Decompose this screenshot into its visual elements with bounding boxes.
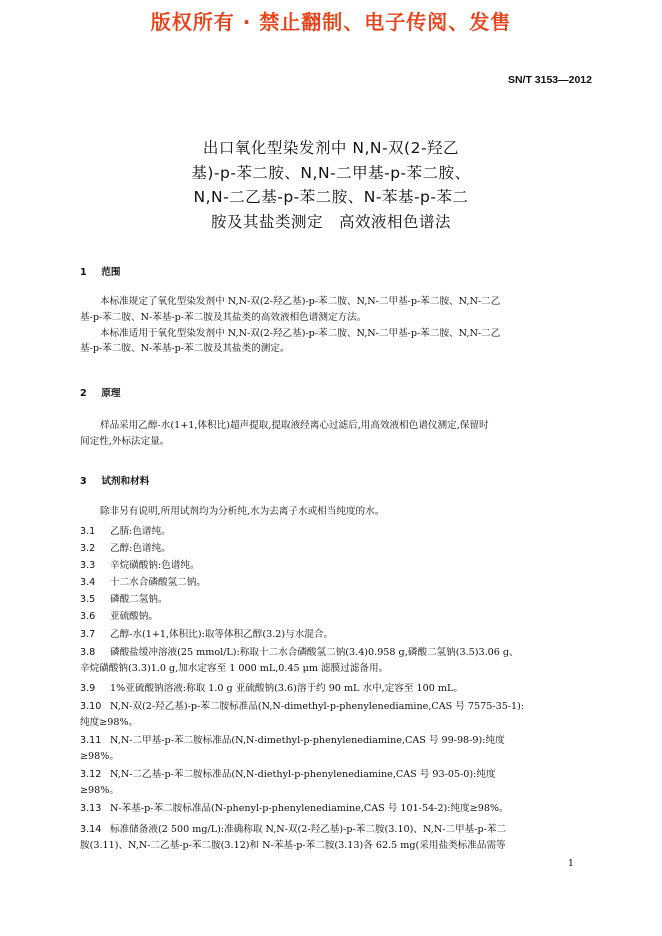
copyright-banner: 版权所有 · 禁止翻制、电子传阅、发售 xyxy=(150,10,512,34)
reagent-line xyxy=(80,524,594,540)
reagent-item xyxy=(80,822,594,854)
reagent-text: ≥98%。 xyxy=(80,750,119,762)
reagent-number: 3.5 xyxy=(80,594,96,605)
reagent-item xyxy=(80,541,594,557)
reagent-text: 胺(3.11)、N,N-二乙基-p-苯二胺(3.12)和 N-苯基-p-苯二胺(3.13)各 62.5 mg(采用盐类标准品需等 xyxy=(80,839,506,851)
section-title: 试剂和材料 xyxy=(101,476,150,487)
reagent-line xyxy=(80,575,594,591)
reagent-line xyxy=(80,627,594,643)
reagent-text: 磷酸二氢钠。 xyxy=(110,594,168,605)
reagent-number: 3.3 xyxy=(80,560,96,571)
reagent-item xyxy=(80,699,594,731)
reagent-text: 磷酸盐缓冲溶液(25 mmol/L):称取十二水合磷酸氢二钠(3.4)0.958 g,磷酸二氢钠(3.5)3.06 g、 xyxy=(110,647,519,658)
reagent-number: 3.7 xyxy=(80,629,96,640)
reagent-item xyxy=(80,609,594,625)
text-line: 本标准规定了氧化型染发剂中 N,N-双(2-羟乙基)-p-苯二胺、N,N-二甲基-p-苯二胺、N,N-二乙 xyxy=(100,296,501,307)
reagent-number: 3.12 xyxy=(80,769,102,780)
reagent-text: N-苯基-p-苯二胺标准品(N-phenyl-p-phenylenediamine,CAS 号 101-54-2):纯度≥98%。 xyxy=(110,803,509,814)
reagent-line xyxy=(80,681,594,697)
reagent-line xyxy=(80,822,594,838)
section-heading-principle xyxy=(80,385,121,399)
text-line: 基-p-苯二胺、N-苯基-p-苯二胺及其盐类的高效液相色谱测定方法。 xyxy=(80,311,367,323)
reagent-number: 3.8 xyxy=(80,647,96,658)
text-line: 除非另有说明,所用试剂均为分析纯,水为去离子水或相当纯度的水。 xyxy=(100,506,385,517)
reagent-text: N,N-二乙基-p-苯二胺标准品(N,N-diethyl-p-phenylenediamine,CAS 号 93-05-0):纯度 xyxy=(110,769,496,780)
section-number: 2 xyxy=(80,388,87,399)
section-heading-scope xyxy=(80,264,121,278)
reagent-text: 亚硫酸钠。 xyxy=(110,611,158,622)
section-title: 原理 xyxy=(101,388,121,399)
reagent-line xyxy=(80,699,594,715)
reagent-number: 3.4 xyxy=(80,577,96,588)
title-line: N,N-二乙基-p-苯二胺、N-苯基-p-苯二 xyxy=(193,188,469,206)
section-number: 1 xyxy=(80,267,87,278)
reagent-item xyxy=(80,645,594,677)
reagent-line xyxy=(80,715,594,731)
title-line: 出口氧化型染发剂中 N,N-双(2-羟乙 xyxy=(202,139,460,157)
reagent-text: 十二水合磷酸氢二钠。 xyxy=(110,577,206,588)
reagent-number: 3.11 xyxy=(80,735,102,746)
reagent-item xyxy=(80,592,594,608)
reagent-number: 3.10 xyxy=(80,701,102,712)
reagent-item xyxy=(80,575,594,591)
reagent-text: N,N-双(2-羟乙基)-p-苯二胺标准品(N,N-dimethyl-p-phenylenediamine,CAS 号 7575-35-1): xyxy=(110,701,525,712)
text-line: 基-p-苯二胺、N-苯基-p-苯二胺及其盐类的测定。 xyxy=(80,343,290,355)
title-line: 胺及其盐类测定 高效液相色谱法 xyxy=(210,212,451,231)
reagent-line xyxy=(80,733,594,749)
reagent-line xyxy=(80,609,594,625)
reagent-number: 3.13 xyxy=(80,803,102,814)
reagent-item xyxy=(80,767,594,799)
reagent-text: 乙腈:色谱纯。 xyxy=(110,526,171,537)
section-title: 范围 xyxy=(101,267,121,278)
reagent-line xyxy=(80,749,594,765)
reagent-text: ≥98%。 xyxy=(80,784,119,796)
reagent-item xyxy=(80,801,594,817)
reagent-line xyxy=(80,558,594,574)
reagent-item xyxy=(80,733,594,765)
reagent-text: 辛烷磺酸钠:色谱纯。 xyxy=(110,560,200,571)
text-line: 本标准适用于氧化型染发剂中 N,N-双(2-羟乙基)-p-苯二胺、N,N-二甲基-p-苯二胺、N,N-二乙 xyxy=(100,327,501,339)
reagent-text: 1%亚硫酸钠溶液:称取 1.0 g 亚硫酸钠(3.6)溶于约 90 mL 水中,定容至 100 mL。 xyxy=(110,683,463,694)
text-line: 间定性,外标法定量。 xyxy=(80,435,170,447)
reagent-item xyxy=(80,524,594,540)
page-number: 1 xyxy=(567,858,574,869)
reagent-line xyxy=(80,661,594,677)
section-heading-reagents xyxy=(80,473,149,487)
document-title xyxy=(100,136,562,234)
text-line: 样品采用乙醇-水(1+1,体积比)超声提取,提取液经离心过滤后,用高效液相色谱仪测定,保留时 xyxy=(100,420,489,431)
reagent-text: 标准储备液(2 500 mg/L):准确称取 N,N-双(2-羟乙基)-p-苯二胺(3.10)、N,N-二甲基-p-苯二 xyxy=(110,824,507,835)
reagent-number: 3.14 xyxy=(80,824,102,835)
title-line: 基)-p-苯二胺、N,N-二甲基-p-苯二胺、 xyxy=(191,163,471,182)
reagent-line xyxy=(80,838,594,854)
scope-paragraph xyxy=(80,294,594,357)
reagent-item xyxy=(80,681,594,697)
section-number: 3 xyxy=(80,476,87,487)
reagent-line xyxy=(80,592,594,608)
reagent-number: 3.1 xyxy=(80,526,96,537)
reagents-intro xyxy=(80,504,594,520)
reagent-text: 纯度≥98%。 xyxy=(80,716,139,728)
reagent-number: 3.9 xyxy=(80,683,96,694)
principle-paragraph xyxy=(80,418,594,450)
reagent-text: N,N-二甲基-p-苯二胺标准品(N,N-dimethyl-p-phenylenediamine,CAS 号 99-98-9):纯度 xyxy=(110,735,505,746)
document-number: SN/T 3153—2012 xyxy=(507,74,592,86)
reagent-number: 3.2 xyxy=(80,543,96,554)
reagent-item xyxy=(80,627,594,643)
reagent-line xyxy=(80,767,594,783)
reagent-line xyxy=(80,783,594,799)
reagent-line xyxy=(80,541,594,557)
reagent-text: 乙醇-水(1+1,体积比):取等体积乙醇(3.2)与水混合。 xyxy=(110,629,334,640)
reagent-text: 辛烷磺酸钠(3.3)1.0 g,加水定容至 1 000 mL,0.45 μm 滤膜过滤备用。 xyxy=(80,662,389,674)
reagent-line xyxy=(80,801,594,817)
reagent-item xyxy=(80,558,594,574)
reagent-number: 3.6 xyxy=(80,611,96,622)
reagent-text: 乙醇:色谱纯。 xyxy=(110,543,171,554)
reagent-line xyxy=(80,645,594,661)
